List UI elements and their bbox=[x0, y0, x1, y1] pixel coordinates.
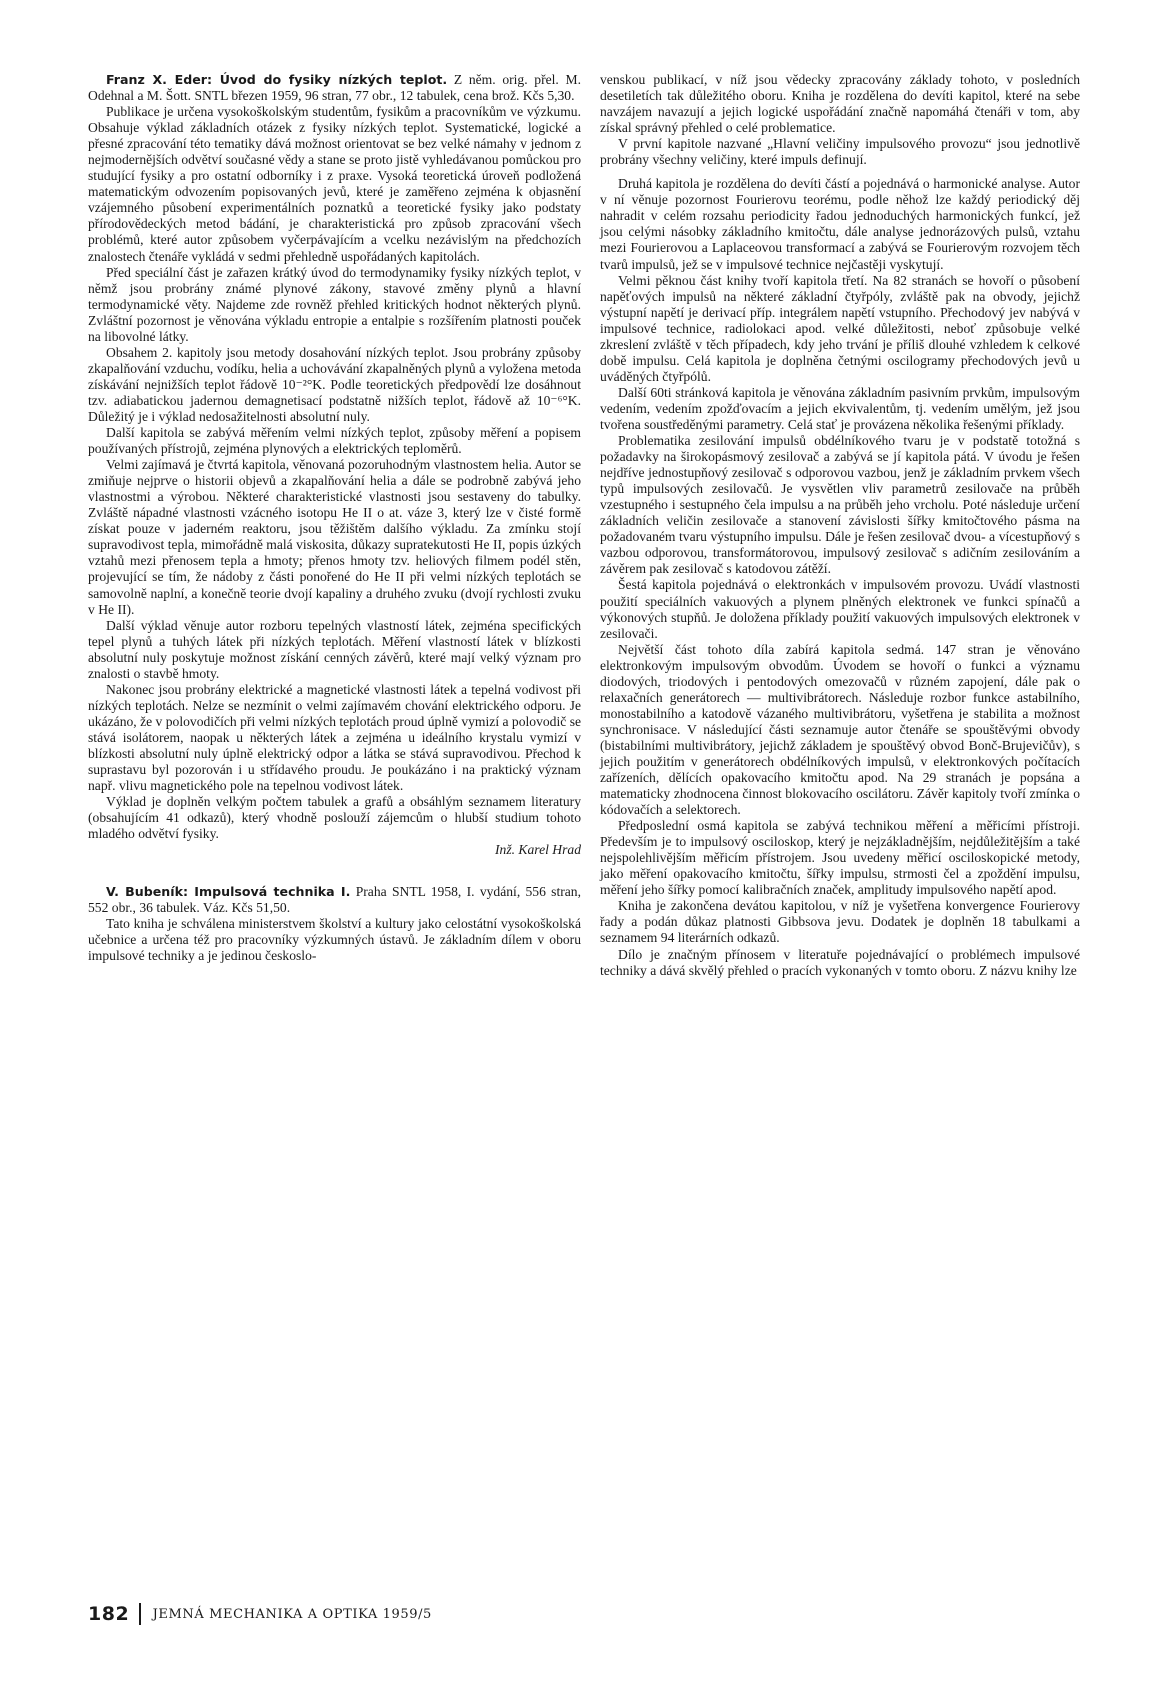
review2-continuation-7: Šestá kapitola pojednává o elektronkách v impulsovém provozu. Uvádí vlastnosti použití speciálních vakuových a plynem plněných elektronek ve funkci spínačů a výkonových stupňů. Je doložena příklady použití vakuových impulsových elektronek v zesilovači. bbox=[600, 577, 1080, 641]
review1-paragraph-3: Obsahem 2. kapitoly jsou metody dosahování nízkých teplot. Jsou probrány způsoby zkapalňování vzduchu, vodíku, helia a uchovávání zkapalněných plynů a vyložena metoda získávání nejnižších teplot řádově 10⁻²°K. Podle teoretických předpovědí lze dosáhnout tzv. adiabatickou jadernou demagnetisací podstatně nižších teplot, řádově až 10⁻⁶°K. Důležitý je i výklad nedosažitelnosti absolutní nuly. bbox=[88, 344, 581, 424]
review2-continuation-3: Druhá kapitola je rozdělena do devíti částí a pojednává o harmonické analyse. Autor v ní věnuje pozornost Fourierovu teorému, podle něhož lze každý periodický děj nahradit v celém rozsahu periodicity řadou jednoduchých harmonických funkcí, jež jsou celými násobky základního kmitočtu, dále analyse jednorázových pulsů, vztahu mezi Fourierovou a Laplaceovou transformací a zabývá se Fourierovým rozvojem těch tvarů impulsů, jež se v impulsové technice nejčastěji vyskytují. bbox=[600, 176, 1080, 272]
review2-continuation-1: venskou publikací, v níž jsou vědecky zpracovány základy tohoto, v posledních desetiletích tak důležitého oboru. Kniha je rozdělena do devíti kapitol, které na sebe navzájem navazují a jejich logické uspořádání značně napomáhá čtenáři v tom, aby získal správný přehled o celé problematice. bbox=[600, 72, 1080, 136]
review2-continuation-6: Problematika zesilování impulsů obdélníkového tvaru je v podstatě totožná s požadavky na širokopásmový zesilovač a zabývá se jí kapitola pátá. V úvodu je řešen nejdříve jednostupňový zesilovač s odporovou vazbou, jenž je základním prvkem všech typů impulsových zesilovačů. Je vysvětlen vliv parametrů zesilovače na průběh vzestupného i sestupného čela impulsu a na průběh jeho vrcholu. Poté následuje určení základních veličin zesilovače a stanovení závislosti šířky kmitočtového pásma na požadovaném tvaru výstupního impulsu. Dále je řešen zesilovač dvou- a vícestupňový s vazbou odporovou, transformátorovou, impulsový zesilovač s adičním zesilováním a závěrem pak zesilovač s katodovou zátěží. bbox=[600, 433, 1080, 577]
review1-signature: Inž. Karel Hrad bbox=[495, 842, 581, 858]
review2-publication: Praha SNTL 1958, I. vydání, 556 stran, 552 obr., 36 tabulek. Váz. Kčs 51,50. bbox=[88, 884, 582, 916]
review1-author-title: Franz X. Eder: Úvod do fysiky nízkých teplot. bbox=[106, 72, 448, 87]
review2-continuation-2: V první kapitole nazvané „Hlavní veličiny impulsového provozu“ jsou jednotlivě probrány všechny veličiny, které impuls definují. bbox=[600, 136, 1080, 168]
footer-divider bbox=[139, 1603, 140, 1625]
review1-paragraph-4: Další kapitola se zabývá měřením velmi nízkých teplot, způsoby měření a popisem používaných přístrojů, zejména plynových a elektrických teploměrů. bbox=[88, 425, 581, 457]
review1-header bbox=[88, 72, 581, 104]
review2-paragraph-1: Tato kniha je schválena ministerstvem školství a kultury jako celostátní vysokoškolská učebnice a určena též pro pracovníky výzkumných ústavů. Je základním dílem v oboru impulsové techniky a je jedinou českoslo- bbox=[88, 916, 581, 964]
review2-continuation-10: Kniha je zakončena devátou kapitolou, v níž je vyšetřena konvergence Fourierovy řady a podán důkaz platnosti Gibbsova jevu. Dodatek je doplněn 18 tabulkami a seznamem 94 literárních odkazů. bbox=[600, 898, 1080, 946]
right-column bbox=[600, 72, 1080, 979]
review1-paragraph-1: Publikace je určena vysokoškolským studentům, fysikům a pracovníkům ve výzkumu. Obsahuje výklad základních otázek z fysiky nízkých teplot. Systematické, logické a přesné zpracování této tematiky dává možnost orientovat se bez velké námahy v jednom z nejmodernějších odvětví současné vědy a stane se proto jistě vyhledávanou pomůckou pro studující fysiky a pro ostatní odborníky i z praxe. Vysoká teoretická úroveň podložená matematickým odvozením popisovaných jevů, které je zaměřeno zejména k objasnění vzájemného působení experimentálních poznatků a teoretické fysiky jako podstaty přírodovědeckých metod bádání, je charakteristická pro způsob zpracování všech problémů, které autor způsobem vyčerpávajícím a vcelku nezávislým na předchozích znalostech čtenáře vykládá v sedmi přehledně uspořádaných kapitolách. bbox=[88, 104, 581, 264]
review2-continuation-9: Předposlední osmá kapitola se zabývá technikou měření a měřicími přístroji. Především je to impulsový osciloskop, který je nejzákladnějším, nejdůležitějším a také nejspolehlivějším měřicím přístrojem. Jsou uvedeny měřicí osciloskopické metody, jako měření opakovacího kmitočtu, šířky impulsu, strmosti čel a zpoždění impulsu, měření jeho šířky pomocí kalibračních značek, amplitudy impulsového napětí apod. bbox=[600, 818, 1080, 898]
page-footer bbox=[88, 1603, 432, 1625]
page-number: 182 bbox=[88, 1603, 130, 1625]
review1-paragraph-5: Velmi zajímavá je čtvrtá kapitola, věnovaná pozoruhodným vlastnostem helia. Autor se zmiňuje nejprve o historii objevů a zkapalňování helia a dále se podrobně zabývá jeho vlastnostmi a výrobou. Některé charakteristické vlastnosti jsou sestaveny do tabulky. Zvláště nápadné vlastnosti vzácného isotopu He II o at. váze 3, který lze v čisté formě získat pouze v jaderném reaktoru, jsou těžištěm dalšího výkladu. Za zmínku stojí supravodivost tepla, mimořádně malá viskosita, důkazy supratekutosti He II, popis úzkých vztahů mezi přenosem tepla a hmoty; přenos hmoty tzv. heliových filmem podél stěn, projevující se tím, že nádoby z části ponořené do He II při velmi nízkých teplotách se samovolně naplní, a konečně teorie dvojí kapaliny a druhého zvuku (dvojí rychlosti zvuku v He II). bbox=[88, 457, 581, 617]
review2-continuation-11: Dílo je značným přínosem v literatuře pojednávající o problémech impulsové techniky a dává skvělý přehled o pracích vykonaných v tomto oboru. Z názvu knihy lze bbox=[600, 946, 1080, 978]
review1-paragraph-2: Před speciální část je zařazen krátký úvod do termodynamiky fysiky nízkých teplot, v němž jsou probrány známé plynové zákony, stavové změny plynů a hlavní termodynamické věty. Najdeme zde rovněž přehled kritických hodnot některých plynů. Zvláštní pozornost je věnována výkladu entropie a entalpie s rozšířením platnosti pouček na libovolné látky. bbox=[88, 264, 581, 344]
review2-author-title: V. Bubeník: Impulsová technika I. bbox=[106, 884, 351, 900]
left-column bbox=[88, 72, 581, 965]
review2-continuation-5: Další 60ti stránková kapitola je věnována základním pasivním prvkům, impulsovým vedením, vedením zpožďovacím a jejich ekvivalentům, tj. vedením umělým, jež jsou tvořena soustředěnými parametry. Celá stať je provázena několika řešenými příklady. bbox=[600, 384, 1080, 432]
review1-paragraph-7: Nakonec jsou probrány elektrické a magnetické vlastnosti látek a tepelná vodivost při nízkých teplotách. Nelze se nezmínit o velmi zajímavém chování elektrického odporu. Je ukázáno, že v polovodičích při velmi nízkých teplotách proud úplně vymizí a polovodič se stává isolátorem, naopak u některých látek a zejména u ideálního krystalu vymizí v blízkosti absolutní nuly úplně elektrický odpor a látka se stává supravodivou. Přechod k suprastavu byl pozorován i u střídavého proudu. Je poukázáno i na praktický význam např. vlivu magnetického pole na tepelnou vodivost látek. bbox=[88, 681, 582, 794]
review1-paragraph-8: Výklad je doplněn velkým počtem tabulek a grafů a obsáhlým seznamem literatury (obsahujícím 41 odkazů), který vhodně poslouží zájemcům o hlubší studium tohoto mladého odvětví fysiky. bbox=[88, 794, 581, 842]
review1-paragraph-6: Další výklad věnuje autor rozboru tepelných vlastností látek, zejména specifických tepel plynů a tuhých látek při nízkých teplotách. Měření vlastností látek v blízkosti absolutní nuly poskytuje možnost získání cenných závěrů, které mají velký význam pro znalosti o stavbě hmoty. bbox=[88, 617, 581, 681]
review2-header bbox=[88, 884, 581, 916]
review2-continuation-4: Velmi pěknou část knihy tvoří kapitola třetí. Na 82 stranách se hovoří o působení napěťových impulsů na některé základní čtyřpóly, zvláště pak na obvody, jejichž výstupní napětí je derivací příp. integrálem napětí vstupního. Přechodový jev nabývá v impulsové technice, radiolokaci apod. velké důležitosti, neboť způsobuje velké zkreslení zvláště v těch případech, kdy jeho trvání je příliš dlouhé vzhledem k celkové době impulsu. Celá kapitola je doplněna četnými oscilogramy přechodových jevů u uváděných čtyřpólů. bbox=[600, 272, 1080, 384]
review1-publication: Z něm. orig. přel. M. Odehnal a M. Šott. SNTL březen 1959, 96 stran, 77 obr., 12 tabulek, cena brož. Kčs 5,30. bbox=[88, 72, 581, 104]
review-separator bbox=[88, 858, 581, 884]
journal-name: JEMNÁ MECHANIKA A OPTIKA 1959/5 bbox=[152, 1606, 432, 1622]
review2-continuation-8: Největší část tohoto díla zabírá kapitola sedmá. 147 stran je věnováno elektronkovým impulsovým obvodům. Úvodem se hovoří o funkci a významu diodových, triodových i pentodových omezovačů v různém zapojení, dále pak o relaxačních generátorech — multivibrátorech. Následuje rozbor funkce astabilního, monostabilního a katodově vázaného multivibrátoru, vyšetřena je stabilita a možnost synchronisace. V následující části seznamuje autor čtenáře se spouštěvými obvody (bistabilními multivibrátory, jejichž základem je spouštěvý obvod Bonč-Brujevičův), s jejich použitím v generátorech obdélníkových impulsů, v elektronkových počítacích zařízeních, dělících opakovacího kmitočtu apod. Na 29 stranách je popsána a matematicky zhodnocena činnost blokovacího oscilátoru. Závěr kapitoly tvoří zmínka o kódovačích a selektorech. bbox=[600, 641, 1080, 818]
